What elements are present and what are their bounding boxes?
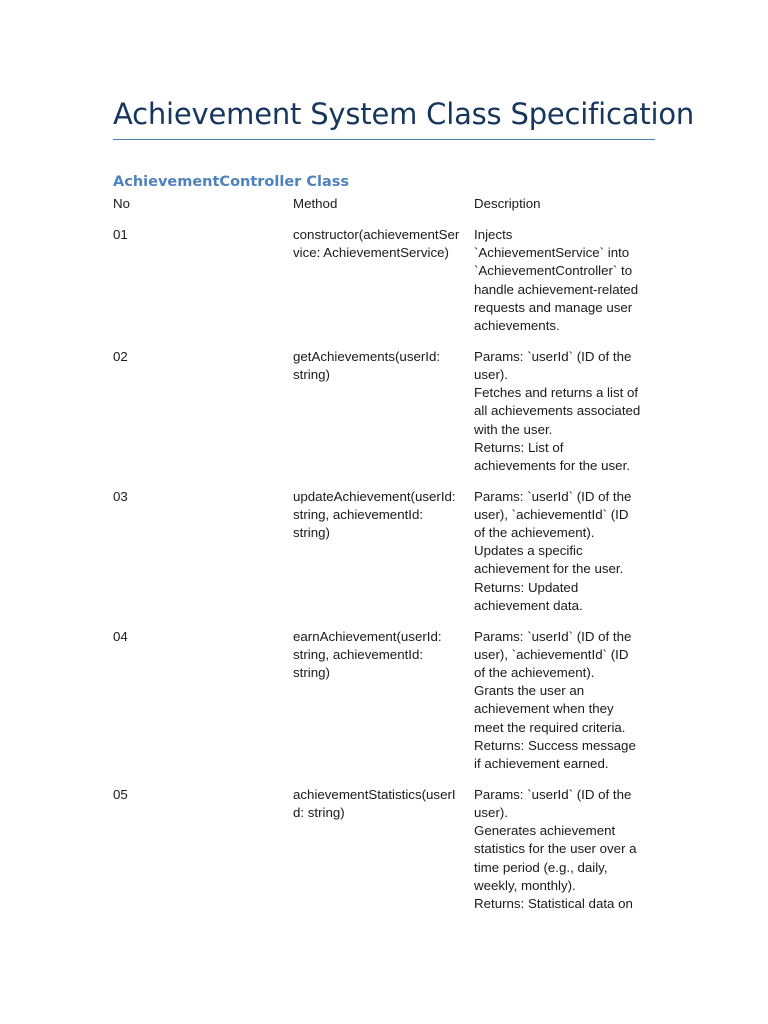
method-description [474,628,644,774]
method-description-line: achievement data. [474,597,583,613]
method-description-line: Grants the user an [474,683,585,699]
method-signature-line: string) [293,664,330,680]
method-description-line: handle achievement-related [474,281,639,297]
method-description-line: meet the required criteria. [474,719,626,735]
table-row [113,786,673,926]
method-signature-line: d: string) [293,804,345,820]
method-description-line: Generates achievement [474,823,616,839]
method-description-line: user). [474,366,508,382]
method-signature-line: string) [293,366,330,382]
method-signature-line: achievementStatistics(userI [293,786,456,802]
method-description-line: achievements for the user. [474,457,630,473]
method-description-line: of the achievement). [474,525,595,541]
method-signature [293,348,474,475]
method-description [474,488,644,615]
document-title: Achievement System Class Specification [113,97,695,131]
method-description-line: Updates a specific [474,543,583,559]
row-number: 02 [113,348,128,364]
method-description-line: weekly, monthly). [474,877,576,893]
method-description-line: `AchievementService` into [474,245,630,261]
method-description-line: Params: `userId` (ID of the [474,348,632,364]
method-signature-line: getAchievements(userId: [293,348,441,364]
row-number: 05 [113,786,128,802]
method-description-line: achievements. [474,318,560,334]
method-signature-line: earnAchievement(userId: [293,628,442,644]
method-description-line: Returns: Success message [474,737,636,753]
method-description-line: Returns: Statistical data on [474,895,633,911]
method-description-line: Params: `userId` (ID of the [474,786,632,802]
method-signature [293,628,474,774]
method-description-line: user), `achievementId` (ID [474,506,629,522]
method-description-line: if achievement earned. [474,755,609,771]
method-description-line: Params: `userId` (ID of the [474,628,632,644]
method-signature-line: constructor(achievementSer [293,227,460,242]
method-signature [293,226,474,335]
class-spec-table [113,195,673,926]
method-description-line: Fetches and returns a list of [474,385,639,401]
method-signature [293,488,474,615]
method-description-line: achievement for the user. [474,561,624,577]
method-signature-line: string, achievementId: [293,646,424,662]
table-row [113,226,673,348]
method-description-line: Returns: Updated [474,579,579,595]
column-header-method: Method [293,196,338,211]
row-number: 01 [113,227,128,242]
method-description [474,786,644,913]
method-signature-line: vice: AchievementService) [293,245,449,261]
method-signature [293,786,474,913]
method-description [474,226,644,335]
row-number: 03 [113,488,128,504]
method-description-line: all achievements associated [474,403,641,419]
column-header-no: No [113,196,130,211]
table-body [113,226,673,926]
section-heading: AchievementController Class [113,174,350,190]
row-number: 04 [113,628,128,644]
title-underline [113,139,655,140]
table-row [113,488,673,628]
method-description-line: user). [474,804,508,820]
method-description-line: achievement when they [474,701,614,717]
method-description-line: Returns: List of [474,439,564,455]
method-description-line: user), `achievementId` (ID [474,646,629,662]
table-row [113,628,673,786]
method-description [474,348,644,475]
method-description-line: time period (e.g., daily, [474,859,608,875]
method-description-line: requests and manage user [474,299,633,315]
method-description-line: of the achievement). [474,664,595,680]
column-header-description: Description [474,196,541,211]
method-signature-line: string, achievementId: [293,506,424,522]
method-signature-line: updateAchievement(userId: [293,488,456,504]
method-description-line: Params: `userId` (ID of the [474,488,632,504]
method-description-line: `AchievementController` to [474,263,633,279]
method-description-line: Injects [474,227,513,242]
table-header-row [113,195,673,226]
method-description-line: statistics for the user over a [474,841,637,857]
method-description-line: with the user. [474,421,553,437]
table-row [113,348,673,488]
method-signature-line: string) [293,525,330,541]
